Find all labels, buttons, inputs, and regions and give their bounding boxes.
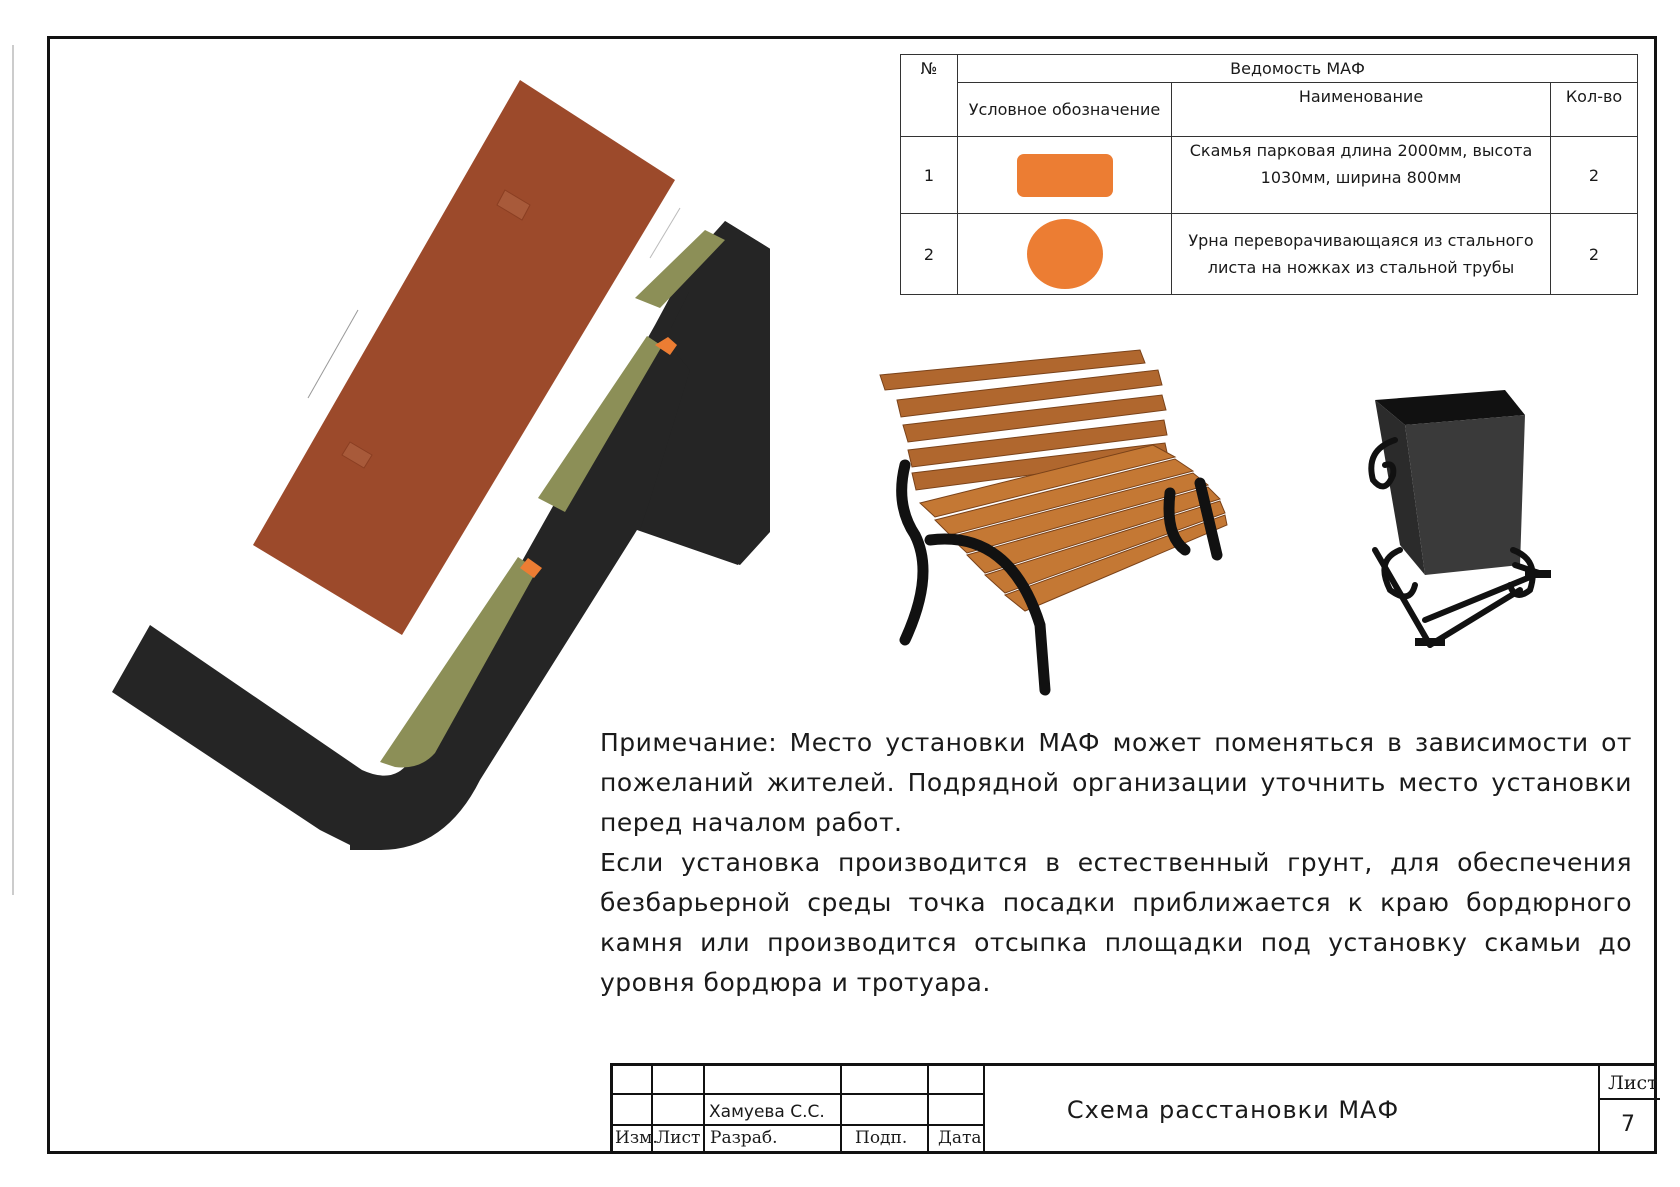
razrab-label: Разраб. bbox=[710, 1128, 778, 1148]
row-name: Урна переворачивающаяся из стального листа на ножках из стальной трубы bbox=[1172, 214, 1551, 295]
note-paragraph-1: Примечание: Место установки МАФ может поменяться в зависимости от пожеланий жителей. Подрядной организации уточнить место установки перед началом работ. bbox=[600, 728, 1632, 837]
list-label: Лист bbox=[656, 1128, 701, 1148]
col-name-header: Наименование bbox=[1172, 83, 1551, 137]
urn-symbol bbox=[1027, 219, 1103, 289]
row-number: 1 bbox=[901, 137, 958, 214]
date-label: Дата bbox=[938, 1128, 982, 1148]
sheet-label: Лист bbox=[1608, 1072, 1658, 1094]
table-row bbox=[901, 137, 1638, 214]
row-qty: 2 bbox=[1551, 214, 1638, 295]
sheet-title: Схема расстановки МАФ bbox=[1066, 1096, 1400, 1124]
urn-symbol-cell bbox=[958, 214, 1172, 295]
note-text bbox=[600, 723, 1632, 1003]
left-margin-rule bbox=[12, 45, 14, 895]
note-paragraph-2: Если установка производится в естественный грунт, для обеспечения безбарьерной среды точка посадки приближается к краю бордюрного камня или производится отсыпка площадки под установку скамьи до уровня бордюра и тротуара. bbox=[600, 848, 1632, 997]
podp-label: Подп. bbox=[855, 1128, 908, 1148]
urn-image bbox=[1355, 380, 1555, 670]
maf-schedule-table bbox=[900, 54, 1638, 295]
bench-symbol-cell bbox=[958, 137, 1172, 214]
bench-image bbox=[875, 345, 1265, 705]
title-block bbox=[610, 1063, 1657, 1154]
author-name: Хамуева С.С. bbox=[709, 1102, 825, 1122]
sheet-number: 7 bbox=[1621, 1112, 1635, 1137]
row-number: 2 bbox=[901, 214, 958, 295]
row-qty: 2 bbox=[1551, 137, 1638, 214]
col-qty-header: Кол-во bbox=[1551, 83, 1638, 137]
table-row bbox=[901, 214, 1638, 295]
col-symbol-header: Условное обозначение bbox=[958, 83, 1172, 137]
row-name: Скамья парковая длина 2000мм, высота 1030мм, ширина 800мм bbox=[1172, 137, 1551, 214]
izm-label: Изм. bbox=[615, 1128, 658, 1148]
schedule-title: Ведомость МАФ bbox=[958, 55, 1638, 83]
col-number-header: № bbox=[901, 55, 958, 137]
bench-symbol bbox=[1017, 154, 1113, 197]
